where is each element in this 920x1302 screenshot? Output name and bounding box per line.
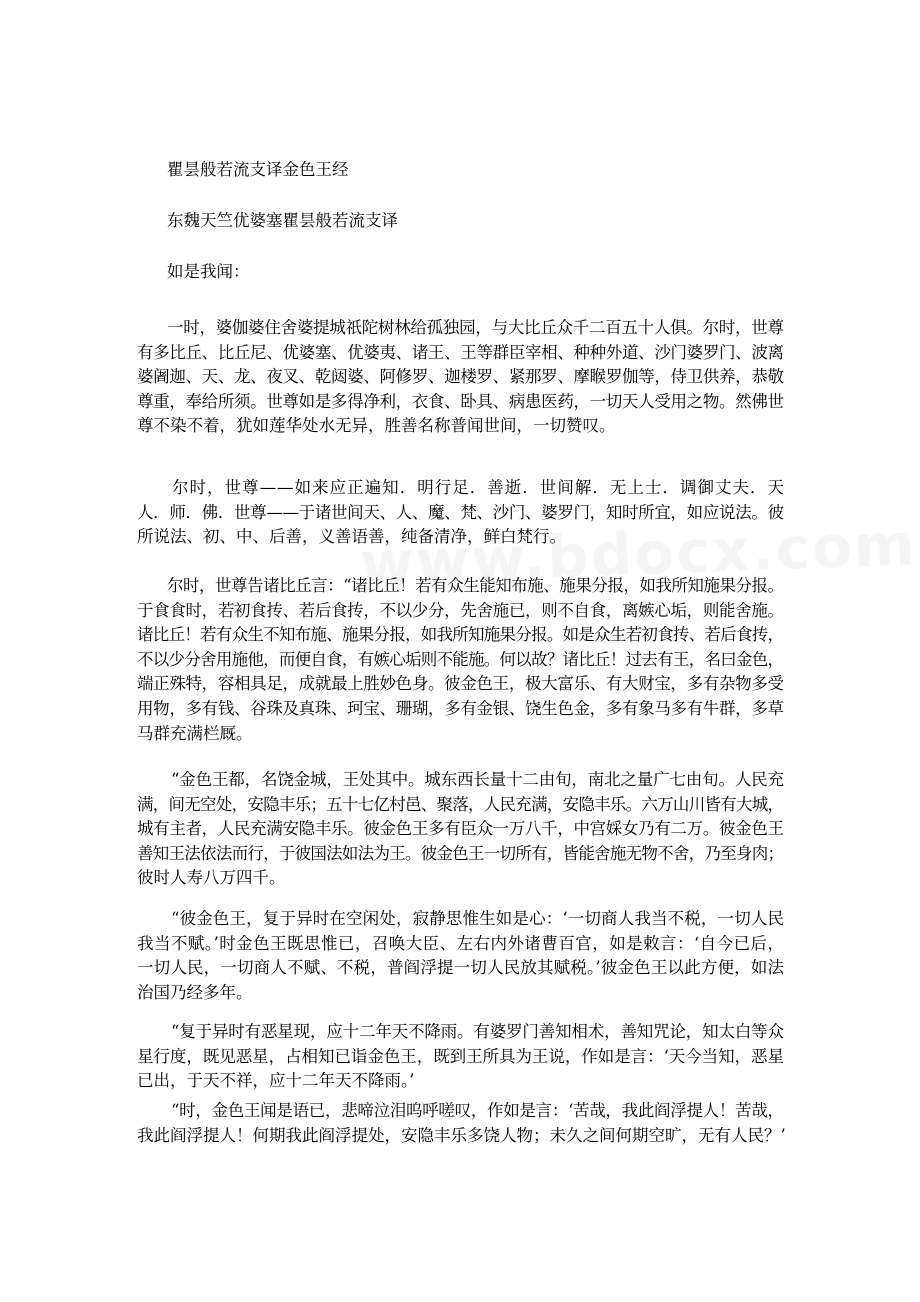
paragraph-line: 马群充满栏厩。 bbox=[137, 723, 253, 743]
paragraph-line: 有多比丘、比丘尼、优婆塞、优婆夷、诸王、王等群臣宰相、种种外道、沙门婆罗门、波离 bbox=[137, 342, 784, 362]
paragraph-line: 一切人民，一切商人不赋、不税，普阎浮提一切人民放其赋税。’彼金色王以此方便，如法 bbox=[137, 958, 785, 978]
paragraph-line: 人．师．佛．世尊——于诸世间天、人、魔、梵、沙门、婆罗门，知时所宜，如应说法。彼 bbox=[137, 502, 784, 522]
paragraph-line: 婆阇迦、天、龙、夜叉、乾闼婆、阿修罗、迦楼罗、紧那罗、摩睺罗伽等，侍卫供养，恭敬 bbox=[137, 367, 784, 387]
paragraph-line: 不以少分舍用施他，而便自食，有嫉心垢则不能施。何以故？诸比丘！过去有王，名曰金色， bbox=[137, 649, 784, 669]
paragraph-line: 星行度，既见恶星，占相知已诣金色王，既到王所具为王说，作如是言：‘天今当知，恶星 bbox=[137, 1046, 784, 1066]
paragraph-line: 尊不染不着，犹如莲华处水无异，胜善名称普闻世间，一切赞叹。 bbox=[137, 416, 616, 436]
paragraph-line: 尔时，世尊告诸比丘言：“诸比丘！若有众生能知布施、施果分报，如我所知施果分报。 bbox=[167, 576, 784, 595]
paragraph-line: 尔时，世尊——如来应正遍知．明行足．善逝．世间解．无上士．调御丈夫．天 bbox=[172, 478, 786, 497]
paragraph-line: “彼金色王，复于异时在空闲处，寂静思惟生如是心：‘一切商人我当不税，一切人民 bbox=[171, 909, 785, 928]
paragraph-line: “复于异时有恶星现，应十二年天不降雨。有婆罗门善知相术，善知咒论，知太白等众 bbox=[171, 1022, 784, 1041]
paragraph-line: 一时，婆伽婆住舍婆提城祇陀树林给孤独园，与大比丘众千二百五十人俱。尔时，世尊 bbox=[167, 318, 784, 337]
paragraph-line: 治国乃经多年。 bbox=[137, 982, 253, 1002]
paragraph-line: 我此阎浮提人！何期我此阎浮提处，安隐丰乐多饶人物；未久之间何期空旷，无有人民？’ bbox=[137, 1125, 786, 1145]
paragraph-line: 诸比丘！若有众生不知布施、施果分报，如我所知施果分报。如是众生若初食抟、若后食抟， bbox=[137, 625, 784, 645]
paragraph-line: 城有主者，人民充满安隐丰乐。彼金色王多有臣众一万八千，中宫婇女乃有二万。彼金色王 bbox=[137, 819, 784, 839]
paragraph-line: 用物，多有钱、谷珠及真珠、珂宝、珊瑚，多有金银、饶生色金，多有象马多有牛群，多草 bbox=[137, 699, 784, 718]
paragraph-line: 尊重，奉给所须。世尊如是多得净利，衣食、卧具、病患医药，一切天人受用之物。然佛世 bbox=[137, 391, 784, 411]
document-title: 瞿昙般若流支译金色王经 bbox=[167, 160, 349, 179]
paragraph-line: 于食食时，若初食抟、若后食抟，不以少分，先舍施已，则不自食，离嫉心垢，则能舍施。 bbox=[137, 600, 784, 620]
paragraph-line: “时，金色王闻是语已，悲啼泣泪呜呼嗟叹，作如是言：‘苦哉，我此阎浮提人！苦哉， bbox=[171, 1101, 784, 1120]
paragraph-line: “金色王都，名饶金城，王处其中。城东西长量十二由旬，南北之量广七由旬。人民充 bbox=[171, 770, 784, 789]
paragraph-line: 彼时人寿八万四千。 bbox=[137, 868, 286, 888]
paragraph-line: 我当不赋。’时金色王既思惟已，召唤大臣、左右内外诸曹百官，如是敕言：‘自今已后， bbox=[137, 933, 785, 953]
intro-line: 如是我闻： bbox=[167, 262, 250, 281]
paragraph-line: 已出，于天不祥，应十二年天不降雨。’ bbox=[137, 1071, 415, 1091]
document-subtitle: 东魏天竺优婆塞瞿昙般若流支译 bbox=[167, 211, 398, 230]
paragraph-line: 善知王法依法而行，于彼国法如法为王。彼金色王一切所有，皆能舍施无物不舍，乃至身肉； bbox=[137, 843, 784, 863]
paragraph-line: 所说法、初、中、后善，义善语善，纯备清净，鲜白梵行。 bbox=[137, 527, 566, 547]
paragraph-line: 端正殊特，容相具足，成就最上胜妙色身。彼金色王，极大富乐、有大财宝，多有杂物多受 bbox=[137, 674, 784, 694]
paragraph-line: 满，间无空处，安隐丰乐；五十七亿村邑、聚落，人民充满，安隐丰乐。六万山川皆有大城， bbox=[137, 794, 784, 814]
